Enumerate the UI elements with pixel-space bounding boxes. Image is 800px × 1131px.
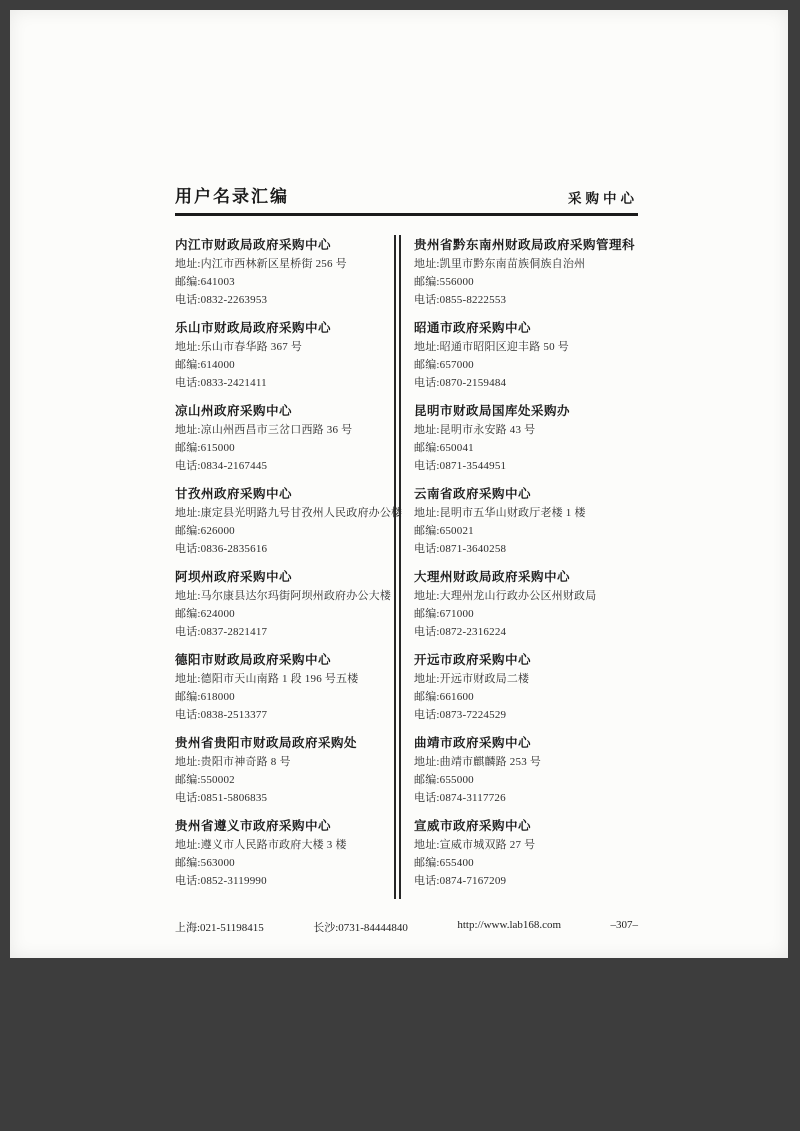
directory-entry xyxy=(414,318,638,392)
directory-entry xyxy=(175,650,387,724)
entry-title: 德阳市财政局政府采购中心 xyxy=(175,653,332,667)
entry-postcode-line: 邮编:657000 xyxy=(414,359,474,371)
entry-address-line: 地址:凉山州西昌市三岔口西路 36 号 xyxy=(175,424,353,436)
entry-address-line: 地址:大理州龙山行政办公区州财政局 xyxy=(414,590,597,602)
entry-address-line: 地址:德阳市天山南路 1 段 196 号五楼 xyxy=(175,673,359,685)
entry-address-line: 地址:昭通市昭阳区迎丰路 50 号 xyxy=(414,341,569,353)
entry-postcode-line: 邮编:655000 xyxy=(414,774,474,786)
entry-title: 开远市政府采购中心 xyxy=(414,653,532,667)
entry-phone-line: 电话:0870-2159484 xyxy=(414,377,507,389)
directory-entry xyxy=(175,567,392,641)
entry-phone-line: 电话:0871-3640258 xyxy=(414,543,507,555)
entry-postcode-line: 邮编:563000 xyxy=(175,857,235,869)
left-column xyxy=(175,235,403,899)
entry-title: 凉山州政府采购中心 xyxy=(175,404,293,418)
entry-title: 阿坝州政府采购中心 xyxy=(175,570,293,584)
entry-address-line: 地址:马尔康县达尔玛街阿坝州政府办公大楼 xyxy=(175,590,392,602)
directory-entry xyxy=(175,401,387,475)
directory-entry xyxy=(175,816,387,890)
entry-title: 乐山市财政局政府采购中心 xyxy=(175,321,332,335)
directory-entry xyxy=(175,235,387,309)
directory-entry xyxy=(175,484,403,558)
entry-address-line: 地址:开远市财政局二楼 xyxy=(414,673,530,685)
footer-website: http://www.lab168.com xyxy=(457,919,562,931)
entry-phone-line: 电话:0852-3119990 xyxy=(175,875,267,887)
entry-address-line: 地址:康定县光明路九号甘孜州人民政府办公楼 xyxy=(175,507,403,519)
entry-postcode-line: 邮编:641003 xyxy=(175,276,235,288)
entry-title: 昆明市财政局国库处采购办 xyxy=(414,404,571,418)
entry-postcode-line: 邮编:626000 xyxy=(175,525,235,537)
footer-contact-shanghai: 上海:021-51198415 xyxy=(175,922,264,934)
directory-entry xyxy=(175,733,387,807)
column-divider xyxy=(394,235,401,899)
footer-page-number: –307– xyxy=(610,919,638,931)
entry-phone-line: 电话:0871-3544951 xyxy=(414,460,507,472)
page-content xyxy=(10,10,788,935)
entry-phone-line: 电话:0851-5806835 xyxy=(175,792,268,804)
entry-phone-line: 电话:0837-2821417 xyxy=(175,626,268,638)
directory-entry xyxy=(414,401,638,475)
entry-phone-line: 电话:0874-3117726 xyxy=(414,792,506,804)
entry-postcode-line: 邮编:615000 xyxy=(175,442,235,454)
entry-postcode-line: 邮编:650021 xyxy=(414,525,474,537)
entry-phone-line: 电话:0832-2263953 xyxy=(175,294,268,306)
directory-entry xyxy=(414,816,638,890)
directory-entry xyxy=(414,235,638,309)
paper-sheet xyxy=(10,10,788,958)
entry-address-line: 地址:贵阳市神奇路 8 号 xyxy=(175,756,291,768)
entry-phone-line: 电话:0836-2835616 xyxy=(175,543,268,555)
entry-postcode-line: 邮编:661600 xyxy=(414,691,474,703)
entry-address-line: 地址:宣威市城双路 27 号 xyxy=(414,839,536,851)
entry-postcode-line: 邮编:556000 xyxy=(414,276,474,288)
directory-entry xyxy=(414,733,638,807)
entry-postcode-line: 邮编:655400 xyxy=(414,857,474,869)
entry-title: 云南省政府采购中心 xyxy=(414,487,532,501)
page-header xyxy=(175,182,638,207)
entry-phone-line: 电话:0874-7167209 xyxy=(414,875,507,887)
entry-phone-line: 电话:0873-7224529 xyxy=(414,709,507,721)
entry-title: 曲靖市政府采购中心 xyxy=(414,736,532,750)
entry-address-line: 地址:曲靖市麒麟路 253 号 xyxy=(414,756,542,768)
entry-title: 甘孜州政府采购中心 xyxy=(175,487,293,501)
entry-phone-line: 电话:0872-2316224 xyxy=(414,626,507,638)
entry-phone-line: 电话:0838-2513377 xyxy=(175,709,268,721)
entry-title: 贵州省黔东南州财政局政府采购管理科 xyxy=(414,238,636,252)
entry-title: 宣威市政府采购中心 xyxy=(414,819,532,833)
entry-postcode-line: 邮编:618000 xyxy=(175,691,235,703)
entry-title: 贵州省遵义市政府采购中心 xyxy=(175,819,332,833)
directory-entry xyxy=(175,318,387,392)
header-rule xyxy=(175,213,638,216)
footer-contact-changsha: 长沙:0731-84444840 xyxy=(313,922,408,934)
right-column xyxy=(414,235,638,899)
directory-entry xyxy=(414,567,638,641)
entry-phone-line: 电话:0834-2167445 xyxy=(175,460,268,472)
entry-title: 大理州财政局政府采购中心 xyxy=(414,570,571,584)
entry-postcode-line: 邮编:650041 xyxy=(414,442,474,454)
entry-phone-line: 电话:0855-8222553 xyxy=(414,294,507,306)
section-title: 采购中心 xyxy=(568,191,638,206)
directory-entry xyxy=(414,484,638,558)
directory-entry xyxy=(414,650,638,724)
page-footer xyxy=(175,919,638,935)
entry-postcode-line: 邮编:550002 xyxy=(175,774,235,786)
entry-postcode-line: 邮编:614000 xyxy=(175,359,235,371)
entry-address-line: 地址:内江市西林新区星桥街 256 号 xyxy=(175,258,347,270)
entry-address-line: 地址:凯里市黔东南苗族侗族自治州 xyxy=(414,258,586,270)
entry-postcode-line: 邮编:671000 xyxy=(414,608,474,620)
entry-title: 内江市财政局政府采购中心 xyxy=(175,238,332,252)
entry-address-line: 地址:遵义市人民路市政府大楼 3 楼 xyxy=(175,839,347,851)
entry-address-line: 地址:昆明市永安路 43 号 xyxy=(414,424,536,436)
directory-columns xyxy=(175,235,638,899)
entry-postcode-line: 邮编:624000 xyxy=(175,608,235,620)
entry-phone-line: 电话:0833-2421411 xyxy=(175,377,267,389)
entry-address-line: 地址:昆明市五华山财政厅老楼 1 楼 xyxy=(414,507,586,519)
entry-address-line: 地址:乐山市春华路 367 号 xyxy=(175,341,303,353)
entry-title: 昭通市政府采购中心 xyxy=(414,321,532,335)
entry-title: 贵州省贵阳市财政局政府采购处 xyxy=(175,736,358,750)
page-title: 用户名录汇编 xyxy=(175,187,289,206)
